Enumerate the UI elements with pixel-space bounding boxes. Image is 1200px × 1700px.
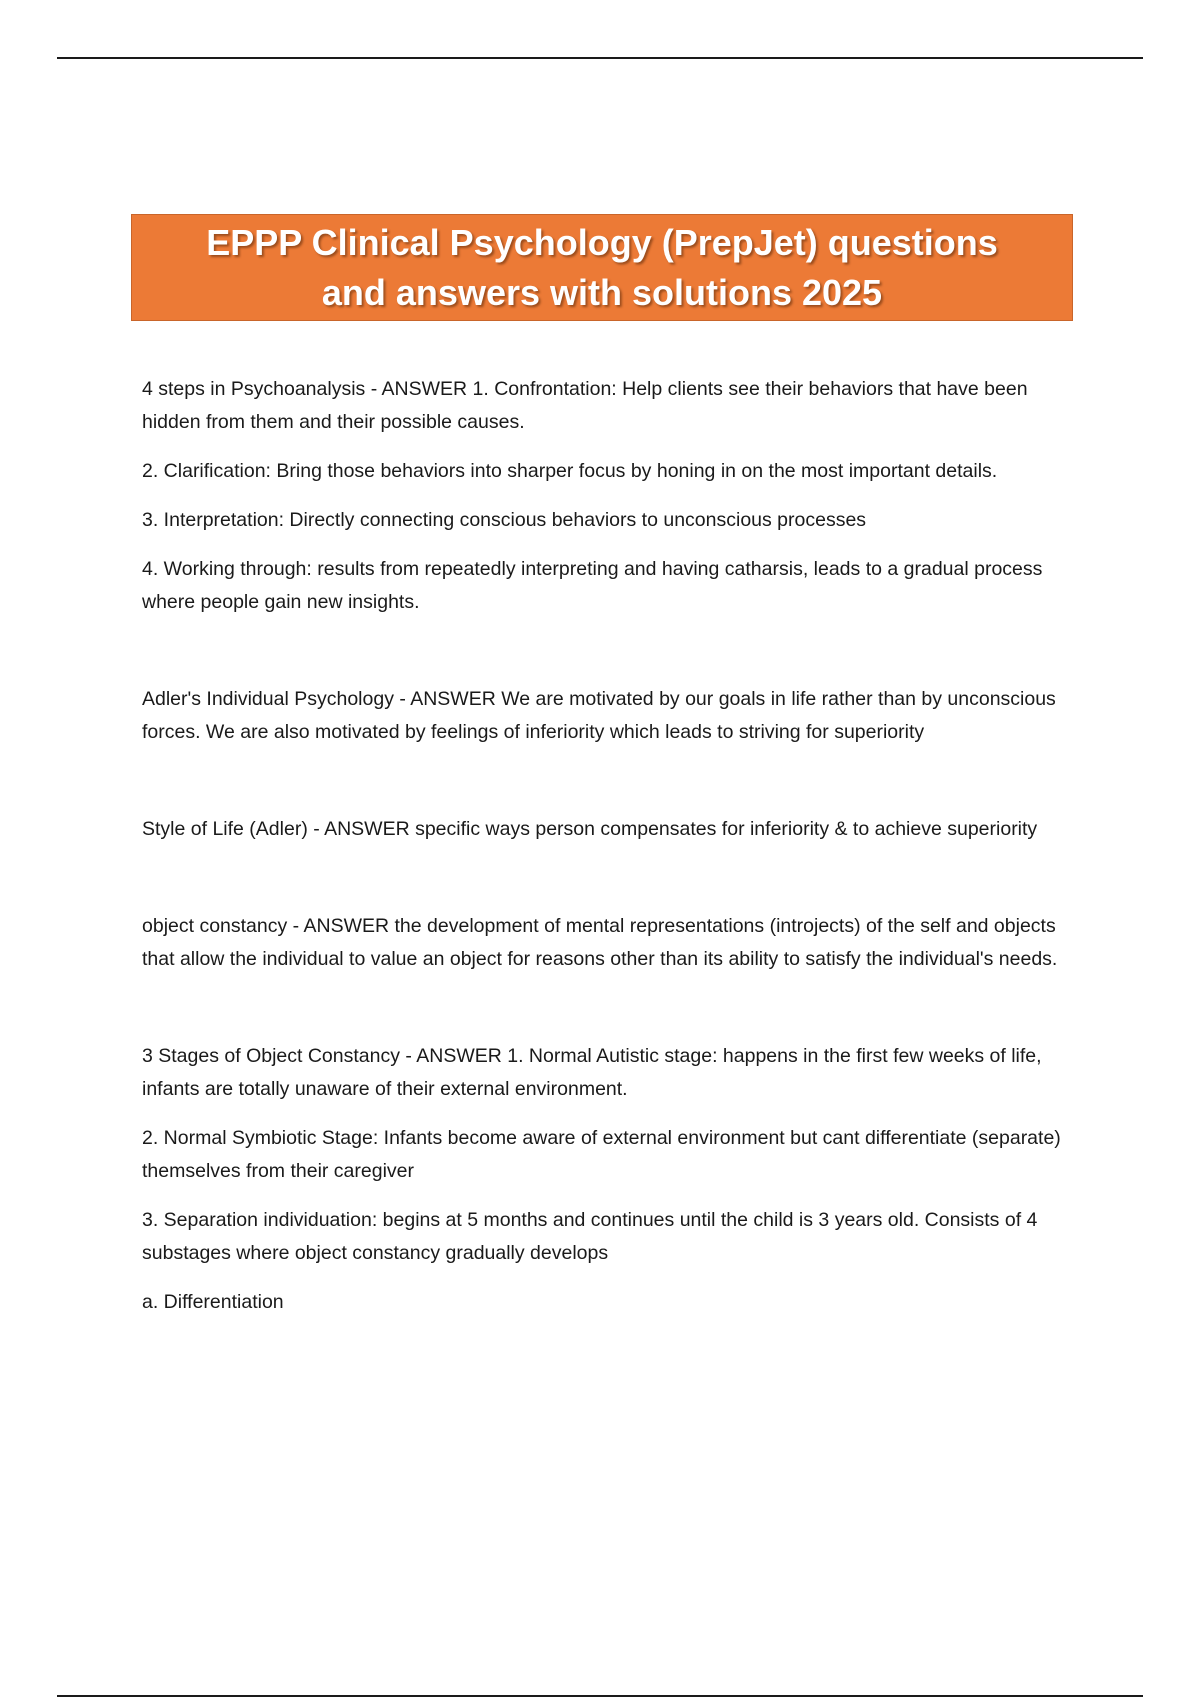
qa-entry-object-constancy bbox=[142, 910, 1072, 976]
entry-paragraph: 2. Normal Symbiotic Stage: Infants become aware of external environment but cant differentiate (separate) themselves from their caregiver bbox=[142, 1127, 1061, 1182]
entry-paragraph: 3. Separation individuation: begins at 5 months and continues until the child is 3 years old. Consists of 4 substages where object constancy gradually develops bbox=[142, 1209, 1038, 1264]
title-banner bbox=[131, 214, 1073, 321]
entry-paragraph: 4 steps in Psychoanalysis - ANSWER 1. Confrontation: Help clients see their behaviors that have been hidden from them and their possible causes. bbox=[142, 378, 1028, 433]
entry-paragraph: 4. Working through: results from repeatedly interpreting and having catharsis, leads to a gradual process where people gain new insights. bbox=[142, 558, 1043, 613]
document-title bbox=[206, 218, 998, 318]
bottom-divider bbox=[57, 1695, 1143, 1697]
qa-entry-style-of-life bbox=[142, 813, 1072, 846]
entry-paragraph: object constancy - ANSWER the development of mental representations (introjects) of the self and objects that allow the individual to value an object for reasons other than its ability to satisfy the individual's needs. bbox=[142, 915, 1058, 970]
entry-paragraph: 2. Clarification: Bring those behaviors into sharper focus by honing in on the most important details. bbox=[142, 460, 998, 482]
qa-entry-adler-individual-psychology bbox=[142, 683, 1072, 749]
top-divider bbox=[57, 57, 1143, 59]
entry-paragraph: 3 Stages of Object Constancy - ANSWER 1. Normal Autistic stage: happens in the first few weeks of life, infants are totally unaware of their external environment. bbox=[142, 1045, 1042, 1100]
entry-paragraph: a. Differentiation bbox=[142, 1291, 284, 1313]
document-body bbox=[142, 373, 1072, 1319]
entry-paragraph: Style of Life (Adler) - ANSWER specific ways person compensates for inferiority & to achieve superiority bbox=[142, 818, 1038, 840]
qa-entry-object-constancy-stages bbox=[142, 1040, 1072, 1319]
title-line-1: EPPP Clinical Psychology (PrepJet) questions bbox=[206, 221, 998, 263]
entry-paragraph: Adler's Individual Psychology - ANSWER We are motivated by our goals in life rather than by unconscious forces. We are also motivated by feelings of inferiority which leads to striving for superiority bbox=[142, 688, 1056, 743]
title-line-2: and answers with solutions 2025 bbox=[321, 271, 883, 313]
entry-paragraph: 3. Interpretation: Directly connecting conscious behaviors to unconscious processes bbox=[142, 509, 867, 531]
qa-entry-psychoanalysis-steps bbox=[142, 373, 1072, 619]
